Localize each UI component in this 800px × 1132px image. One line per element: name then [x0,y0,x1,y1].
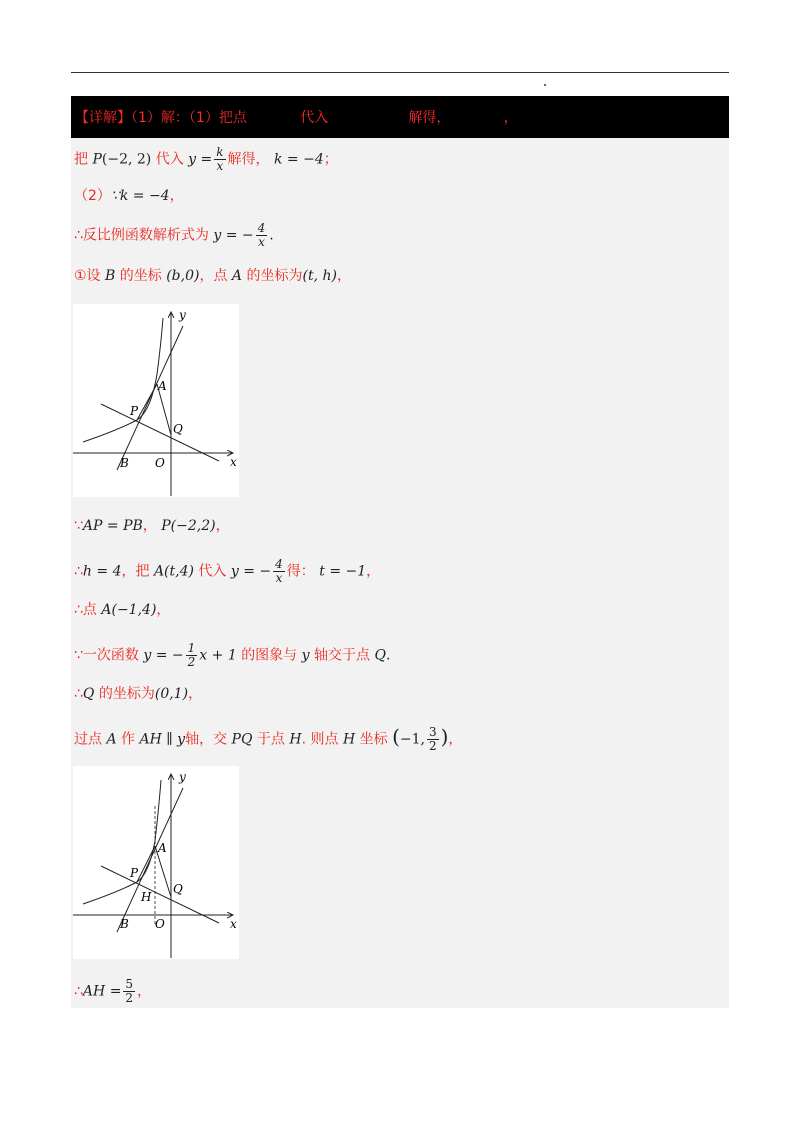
text: ， [366,563,381,580]
line-pq [101,866,219,923]
hyperbola-curve [83,780,161,904]
text: 于点 [256,731,285,748]
text: 解得， [227,151,270,168]
math: H [289,731,302,748]
line-5 [74,516,230,536]
math: B [105,268,116,284]
math: y [301,647,310,664]
label-q: Q [173,422,183,436]
text: ∴ [74,563,83,580]
text: ∵ [74,518,83,534]
math: AP = PB [82,518,143,534]
math: A(−1,4) [101,602,157,618]
text: （2） [74,188,111,204]
text: 把 [74,151,88,168]
text: ， [137,983,152,1000]
text: ， [188,686,203,702]
math: AH = [82,983,122,1000]
line-11 [74,978,151,1005]
math: AH ∥ y [139,731,186,748]
header-dot [544,84,546,86]
math: A [106,731,117,748]
math: Q [374,647,386,664]
line-7 [74,600,170,620]
text: ∴反比例函数解析式为 [74,227,209,244]
banner-text: 【详解】（1）解：（1）把点 代入 解得， ， [75,110,518,126]
math: . [269,227,274,244]
text: ∴ [74,686,83,702]
label-h: H [141,890,152,904]
text: 的图象与 [241,647,298,664]
fraction: $\frac{k}{x}$ [216,145,224,173]
text: ，把 [121,563,150,580]
label-p: P [130,866,139,880]
fraction: $\frac{3}{2}$ [428,725,437,753]
math: y = [188,151,213,168]
math: Q [82,686,95,702]
math: t = −1 [319,563,367,580]
text: ，点 [199,268,228,284]
text: 代入 [198,563,227,580]
segment-ap [137,384,157,420]
label-a: A [158,379,167,393]
math: h = 4 [82,563,122,580]
label-a: A [158,841,167,855]
math: −1, [399,731,425,748]
line-9 [74,684,202,704]
text: 轴交于点 [314,647,371,664]
math: y = − [230,563,272,580]
label-x: x [230,917,237,931]
header-rule [71,72,729,73]
text: ， [215,518,230,534]
line-3 [74,222,274,249]
fraction: $\frac{5}{2}$ [125,977,134,1005]
label-b: B [120,917,129,931]
line-1 [74,146,338,173]
graph-1-svg [73,304,239,497]
fraction: $\frac{4}{x}$ [257,221,266,249]
text: ， [336,268,351,284]
hyperbola-curve [83,318,163,442]
text: ； [323,151,338,168]
math: y = − [213,227,254,244]
text: 的坐标为 [98,686,155,702]
fraction: $\frac{4}{x}$ [275,557,283,585]
label-b: B [120,456,129,470]
graph-2-svg [73,766,239,959]
math: ∵k = −4 [110,188,170,204]
text: 得： [286,563,315,580]
math: A [231,268,243,284]
math: (0,1) [154,686,189,702]
math: x + 1 [199,647,237,664]
math: (−2, 2) [101,151,152,168]
text: ①设 [74,268,101,284]
label-p: P [130,404,139,418]
label-q: Q [173,882,183,896]
fraction: $\frac{1}{2}$ [187,641,196,669]
line-4 [74,266,351,286]
math: (b,0) [166,268,200,284]
text: 的坐标 [119,268,162,284]
graph-figure-1 [73,304,239,497]
line-pq [101,404,219,461]
text: 坐标 [359,731,388,748]
math: k = −4 [273,151,324,168]
text: ， [448,731,463,748]
text: ∴点 [74,602,97,618]
text: ∵一次函数 [74,647,139,664]
math: . [385,647,391,664]
segment-ap [137,846,155,882]
solution-banner [71,96,729,138]
text: ， [142,518,157,534]
text: ∴ [74,983,83,1000]
math: P [92,151,102,168]
math: P(−2,2) [161,518,216,534]
line-10: 过点 A 作 AH ∥ y轴，交 PQ 于点 H. 则点 H 坐标 (−1, $\frac{3}{2}$ )， [74,724,463,753]
line-ab [117,788,183,932]
line-6 [74,558,380,585]
label-o: O [155,917,165,931]
text: 轴，交 [185,731,228,748]
text: 过点 [74,731,102,748]
text: 作 [121,731,136,748]
text: ， [156,602,171,618]
line-ab [117,326,183,470]
math: PQ [231,731,253,748]
graph-figure-2 [73,766,239,959]
label-o: O [155,456,165,470]
math: (t, h) [302,268,337,284]
text: 的坐标为 [246,268,303,284]
line-2 [74,186,184,206]
label-y: y [179,308,186,322]
math: y = − [143,647,184,664]
text: 代入 [155,151,184,168]
math: A(t,4) [153,563,194,580]
line-8 [74,642,390,669]
label-y: y [179,770,186,784]
text: ， [169,188,184,204]
text: . 则点 [301,731,339,748]
math: H [342,731,356,748]
label-x: x [230,455,237,469]
